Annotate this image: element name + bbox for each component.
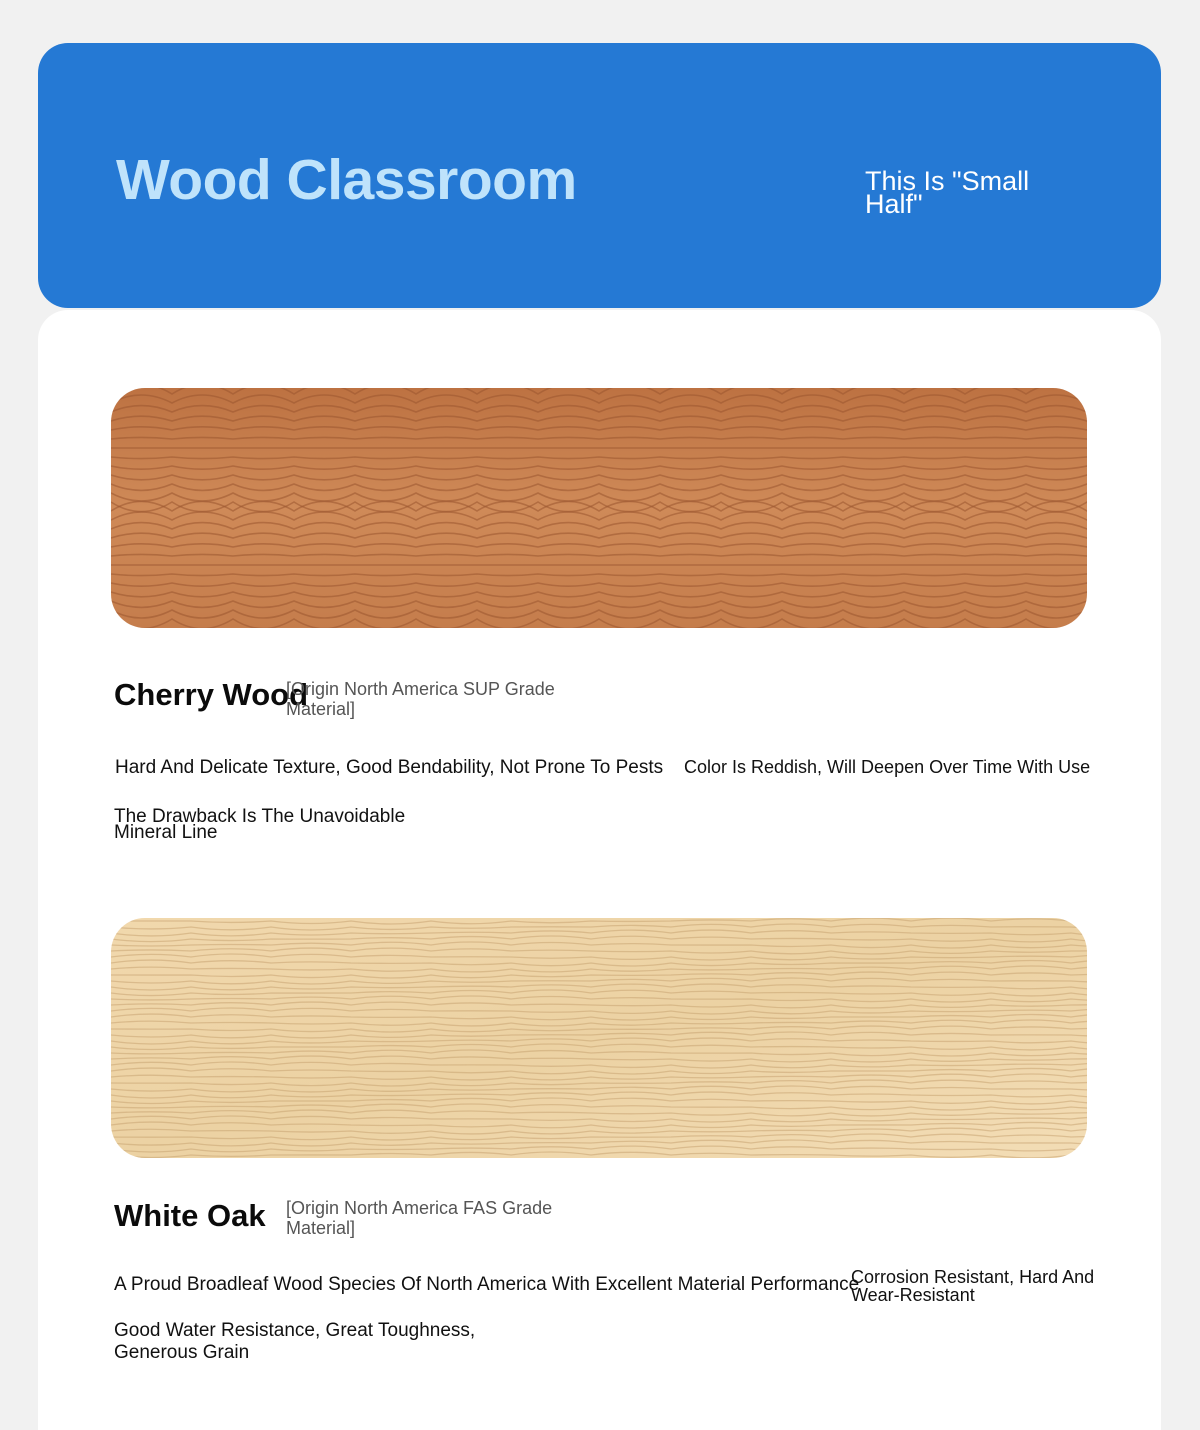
page-subtitle: This Is "Small Half" <box>865 166 1030 219</box>
content-panel <box>38 310 1161 1430</box>
oak-feature-3: Good Water Resistance, Great Toughness, Generous Grain <box>114 1320 476 1363</box>
oak-feature-1: A Proud Broadleaf Wood Species Of North America With Excellent Material Performance <box>114 1274 860 1295</box>
cherry-grain-graphic <box>111 388 1087 628</box>
cherry-wood-image <box>111 388 1087 628</box>
cherry-wood-name: Cherry Wood <box>114 677 309 712</box>
white-oak-origin: [Origin North America FAS Grade Material] <box>286 1198 553 1238</box>
cherry-feature-2: Color Is Reddish, Will Deepen Over Time With Use <box>684 757 1091 777</box>
page-title: Wood Classroom <box>116 148 577 212</box>
oak-feature-2: Corrosion Resistant, Hard And Wear-Resistant <box>851 1267 1095 1305</box>
oak-grain-graphic <box>111 918 1087 1158</box>
cherry-feature-3: The Drawback Is The Unavoidable Mineral Line <box>114 806 406 843</box>
header-banner <box>38 43 1161 308</box>
white-oak-image <box>111 918 1087 1158</box>
cherry-feature-1: Hard And Delicate Texture, Good Bendability, Not Prone To Pests <box>115 757 664 778</box>
cherry-wood-origin: [Origin North America SUP Grade Material] <box>286 679 555 719</box>
white-oak-name: White Oak <box>114 1198 266 1233</box>
